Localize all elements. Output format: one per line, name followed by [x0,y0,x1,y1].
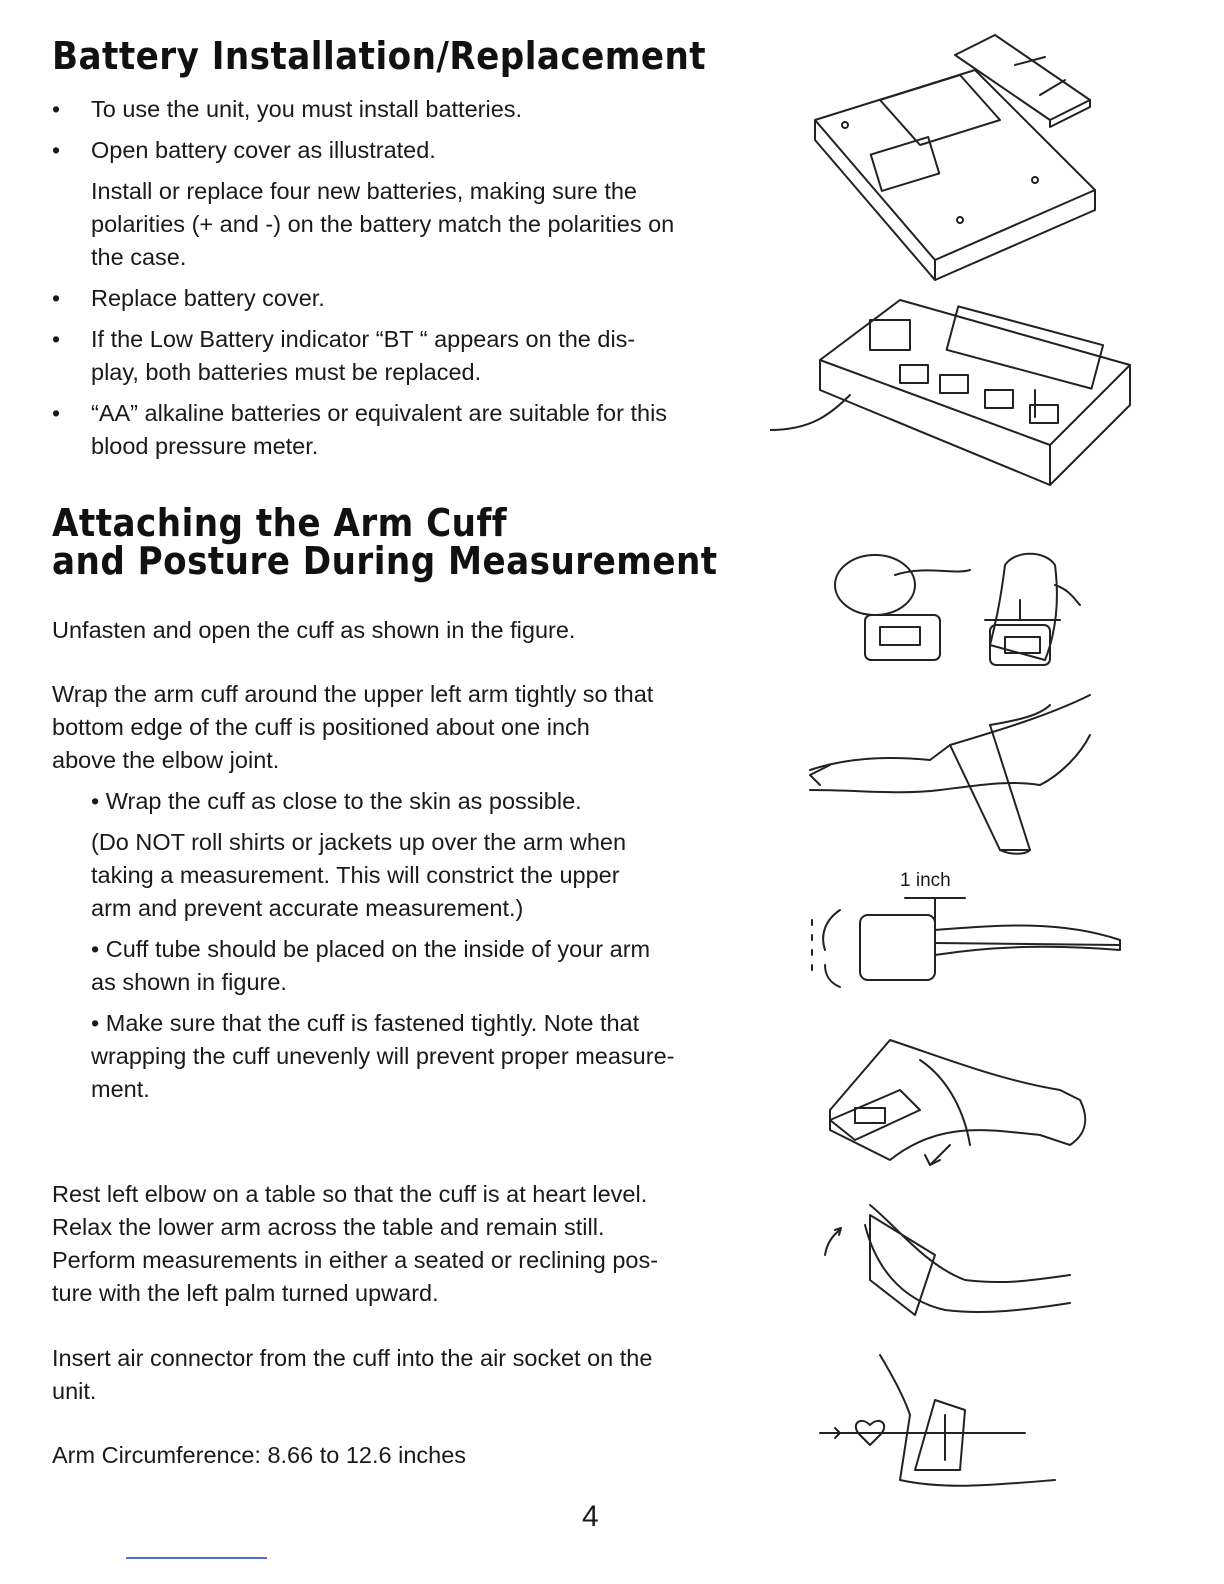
monitor-unit-figure [770,295,1140,495]
bullet-install-batteries: To use the unit, you must install batteries. [91,96,523,122]
fasten-bullet-line: • Make sure that the cuff is fastened tightly. Note that [91,1010,640,1036]
bullet-icon: • [52,326,61,352]
fasten-bullet-line: ment. [91,1076,150,1102]
rest-elbow-line: Rest left elbow on a table so that the cuff is at heart level. [52,1181,648,1207]
cuff-open-figure [825,545,1095,670]
bullet-open-cover-cont: the case. [91,244,187,270]
one-inch-caption: 1 inch [900,870,951,891]
wrap-paragraph-line: Wrap the arm cuff around the upper left arm tightly so that [52,681,654,707]
heart-level-figure [815,1340,1070,1505]
bullet-aa-batteries: “AA” alkaline batteries or equivalent are suitable for this [91,400,668,426]
wrap-paragraph-line: bottom edge of the cuff is positioned about one inch [52,714,590,740]
bullet-low-battery: If the Low Battery indicator “BT “ appears on the dis- [91,326,636,352]
page-number: 4 [582,1500,599,1533]
air-connector-line: unit. [52,1378,97,1404]
rest-elbow-line: Relax the lower arm across the table and remain still. [52,1214,605,1240]
bullet-icon: • [52,400,61,426]
unfasten-paragraph: Unfasten and open the cuff as shown in the figure. [52,617,576,643]
rest-elbow-line: ture with the left palm turned upward. [52,1280,439,1306]
cuff-section-title-line2: and Posture During Measurement [52,539,718,583]
cuff-section-title-line1: Attaching the Arm Cuff [52,501,508,545]
battery-section-title: Battery Installation/Replacement [52,34,707,78]
tube-bullet-line: • Cuff tube should be placed on the inside of your arm [91,936,651,962]
bullet-icon: • [52,285,61,311]
bullet-replace-cover: Replace battery cover. [91,285,325,311]
rest-elbow-line: Perform measurements in either a seated or reclining pos- [52,1247,659,1273]
one-inch-arm-figure [800,895,1130,995]
bullet-icon: • [52,137,61,163]
bullet-open-cover-cont: Install or replace four new batteries, making sure the [91,178,637,204]
wrap-note-line: taking a measurement. This will constrict the upper [91,862,620,888]
wrap-paragraph-line: above the elbow joint. [52,747,280,773]
bullet-low-battery-cont: play, both batteries must be replaced. [91,359,482,385]
wrap-note-line: arm and prevent accurate measurement.) [91,895,524,921]
bullet-open-cover: Open battery cover as illustrated. [91,137,436,163]
bullet-aa-batteries-cont: blood pressure meter. [91,433,319,459]
fasten-cuff-figure [800,1020,1100,1185]
blue-underline-mark [126,1557,267,1559]
arm-circumference: Arm Circumference: 8.66 to 12.6 inches [52,1442,467,1468]
tube-bullet-line: as shown in figure. [91,969,287,995]
bullet-open-cover-cont: polarities (+ and -) on the battery match the polarities on [91,211,675,237]
wrap-arm-figure [800,685,1100,860]
bullet-icon: • [52,96,61,122]
wrap-note-line: (Do NOT roll shirts or jackets up over the arm when [91,829,627,855]
battery-compartment-figure [800,25,1110,285]
air-connector-line: Insert air connector from the cuff into the air socket on the [52,1345,653,1371]
fasten-bullet-line: wrapping the cuff unevenly will prevent proper measure- [91,1043,675,1069]
wrap-close-bullet: • Wrap the cuff as close to the skin as possible. [91,788,582,814]
rest-elbow-figure [815,1195,1080,1320]
